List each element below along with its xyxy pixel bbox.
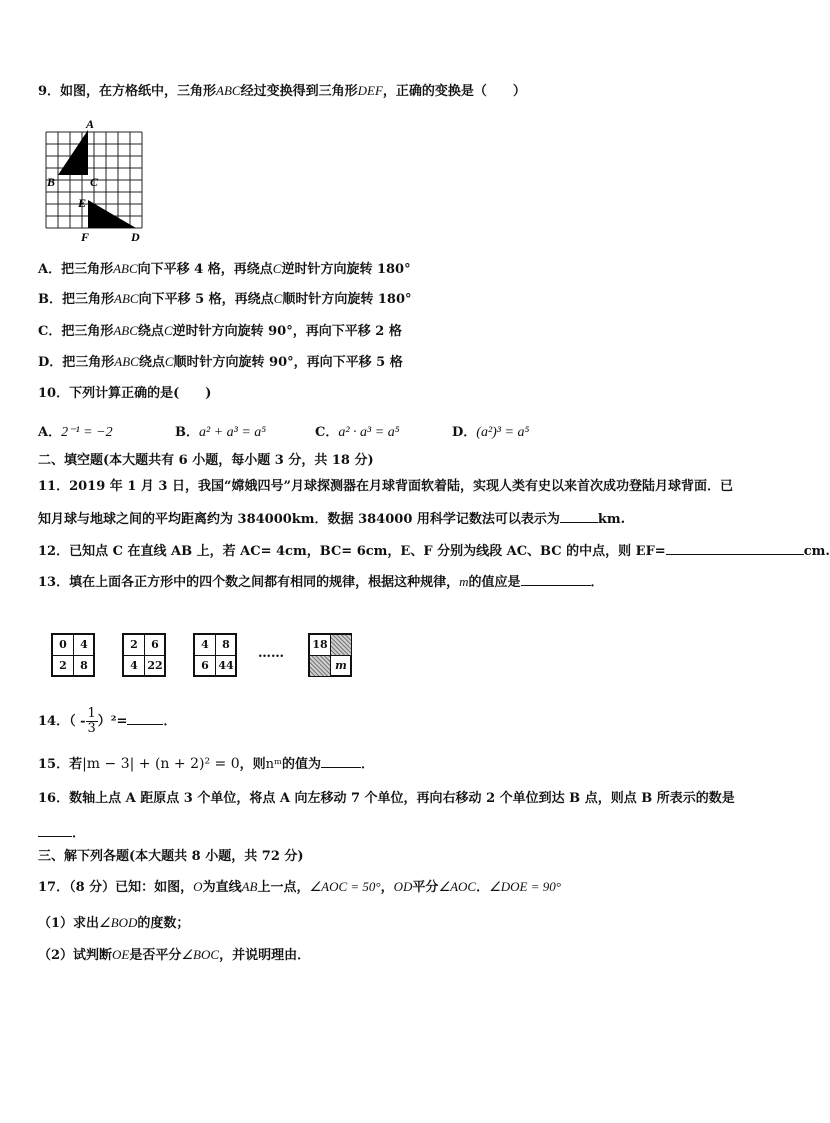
q11-answer-blank[interactable] (560, 508, 598, 523)
q15-answer-blank[interactable] (321, 753, 361, 768)
q9-stem (38, 82, 526, 101)
label-f: F (81, 230, 90, 244)
section-3-heading: 三、解下列各题(本大题共 8 小题，共 72 分) (38, 849, 304, 864)
number-square-3: 4 8 6 44 (193, 633, 237, 677)
label-b: B (47, 175, 56, 189)
q9-abc: ABC (216, 83, 241, 98)
section-2-heading: 二、填空题(本大题共有 6 小题，每小题 3 分，共 18 分) (38, 453, 374, 468)
label-d: D (131, 230, 140, 244)
q12-answer-blank[interactable] (666, 540, 804, 555)
q14-line: 14．（ - $\frac{1}{3}$ ）²= ． (38, 706, 177, 736)
label-e: E (78, 196, 87, 210)
q13-ellipsis: …… (258, 646, 284, 661)
q13-line: 13．填在上面各正方形中的四个数之间都有相同的规律，根据这种规律，m的值应是 ． (38, 571, 604, 592)
q10-option-a: A．2⁻¹ = −2 (38, 425, 113, 440)
q9-stem-b: 经过变换得到三角形 (240, 84, 358, 99)
q16-line1: 16．数轴上点 A 距原点 3 个单位，将点 A 向左移动 7 个单位，再向右移动 2 个单位到达 B 点，则点 B 所表示的数是 (38, 791, 735, 806)
q9-option-a: A．把三角形ABC向下平移 4 格，再绕点C逆时针方向旋转 180° (38, 261, 411, 277)
q16-answer-blank[interactable] (38, 822, 72, 837)
label-a: A (86, 117, 95, 131)
q10-option-d: D．(a²)³ = a⁵ (452, 425, 530, 440)
number-square-last: 18 m (308, 633, 352, 677)
q15-line: 15．若|m − 3| + (n + 2)² = 0，则nᵐ的值为 ． (38, 753, 374, 774)
q9-grid-figure (38, 118, 158, 246)
q17-stem: 17．（8 分）已知：如图，O为直线AB上一点，∠AOC = 50°，OD平分∠AOC．∠DOE = 90° (38, 879, 561, 895)
q17-sub1: （1）求出∠BOD的度数； (38, 915, 190, 931)
q17-sub2: （2）试判断OE是否平分∠BOC，并说明理由． (38, 947, 311, 963)
q10-option-b: B．a² + a³ = a⁵ (175, 425, 267, 440)
number-square-1: 0 4 2 8 (51, 633, 95, 677)
q9-def: DEF (357, 83, 383, 98)
q14-fraction: $\frac{1}{3}$ (87, 706, 96, 736)
number-square-2: 2 6 4 22 (122, 633, 166, 677)
q9-option-b: B．把三角形ABC向下平移 5 格，再绕点C顺时针方向旋转 180° (38, 291, 412, 307)
q9-option-d: D．把三角形ABC绕点C顺时针方向旋转 90°，再向下平移 5 格 (38, 354, 403, 370)
q9-stem-a: 9．如图，在方格纸中，三角形 (38, 84, 217, 99)
q11-line1: 11．2019 年 1 月 3 日，我国“嫦娥四号”月球探测器在月球背面软着陆，实现人类有史以来首次成功登陆月球背面．已 (38, 479, 733, 494)
triangle-abc (58, 130, 88, 175)
q16-line2: ． (38, 822, 85, 843)
q9-stem-c: ，正确的变换是（ ） (382, 84, 526, 99)
q10-option-c: C．a² · a³ = a⁵ (315, 425, 400, 440)
q14-answer-blank[interactable] (127, 710, 163, 725)
q12-line: 12．已知点 C 在直线 AB 上，若 AC= 4cm，BC= 6cm，E、F 分别为线段 AC、BC 的中点，则 EF= cm. (38, 540, 830, 561)
q13-answer-blank[interactable] (521, 571, 591, 586)
q9-option-c: C．把三角形ABC绕点C逆时针方向旋转 90°，再向下平移 2 格 (38, 323, 402, 339)
q11-line2: 知月球与地球之间的平均距离约为 384000km．数据 384000 用科学记数法可以表示为 km. (38, 508, 625, 529)
q10-stem: 10．下列计算正确的是( ) (38, 386, 212, 401)
label-c: C (90, 175, 99, 189)
